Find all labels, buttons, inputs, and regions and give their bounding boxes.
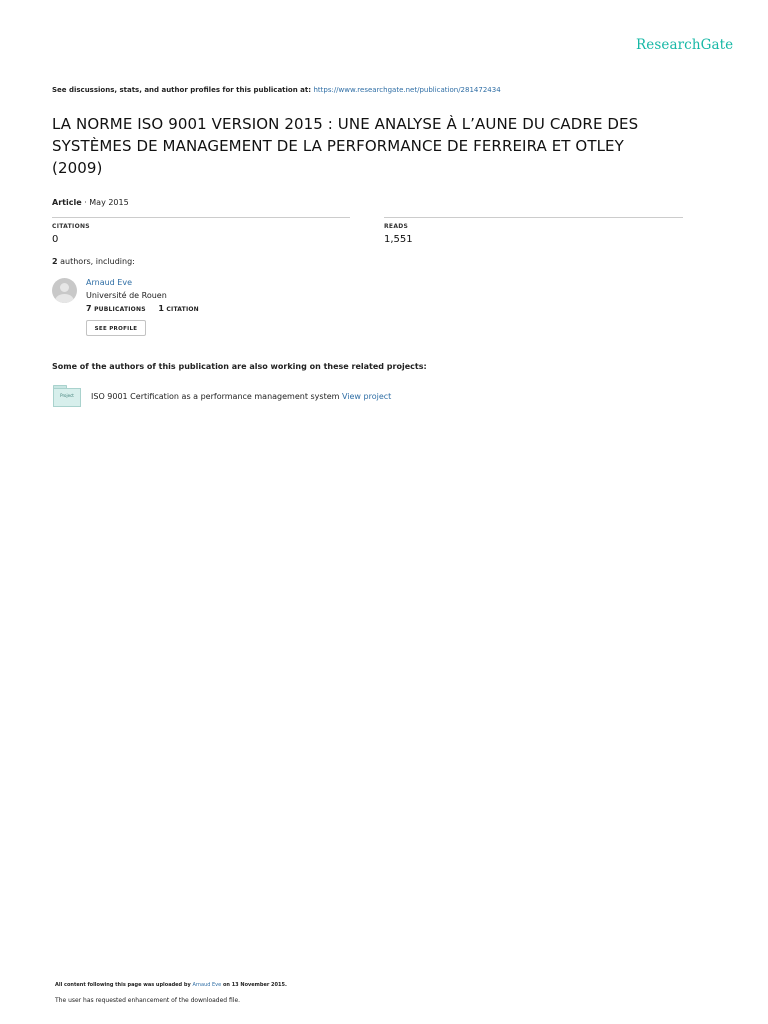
avatar-head-shape xyxy=(60,283,69,292)
project-icon-label: Project xyxy=(60,393,74,398)
title-line: (2009) xyxy=(52,159,103,177)
publication-title xyxy=(52,113,752,179)
publication-type: Article xyxy=(52,198,82,207)
author-avatar[interactable] xyxy=(52,278,77,303)
publication-meta xyxy=(52,198,129,207)
author-institution: Université de Rouen xyxy=(86,291,167,300)
related-projects-heading: Some of the authors of this publication are also working on these related projects: xyxy=(52,362,427,371)
discussions-line xyxy=(52,86,501,94)
upload-prefix: All content following this page was uploaded by xyxy=(55,982,191,988)
author-publications-label: PUBLICATIONS xyxy=(94,306,146,313)
reads-value: 1,551 xyxy=(384,234,413,245)
reads-divider xyxy=(384,217,683,218)
publication-url-link[interactable]: https://www.researchgate.net/publication/281472434 xyxy=(313,86,501,94)
citations-value: 0 xyxy=(52,234,59,245)
authors-count: 2 xyxy=(52,257,58,266)
avatar-shoulders-shape xyxy=(55,294,74,303)
researchgate-logo[interactable]: ResearchGate xyxy=(636,37,734,53)
author-name-link[interactable]: Arnaud Eve xyxy=(86,278,132,287)
author-publications-count: 7 xyxy=(86,304,92,313)
upload-suffix: on 13 November 2015. xyxy=(222,982,287,988)
author-citations-count: 1 xyxy=(158,304,165,313)
citations-label: CITATIONS xyxy=(52,223,90,230)
enhancement-note: The user has requested enhancement of the downloaded file. xyxy=(55,997,241,1004)
authors-heading xyxy=(52,257,135,266)
see-profile-button[interactable]: SEE PROFILE xyxy=(86,320,146,336)
authors-heading-text: authors, including: xyxy=(57,257,135,266)
project-item xyxy=(91,392,391,401)
upload-notice xyxy=(55,982,287,988)
author-stats xyxy=(86,304,199,313)
publication-date: · May 2015 xyxy=(84,198,129,207)
project-folder-icon[interactable] xyxy=(53,385,83,407)
discussions-prefix: See discussions, stats, and author profiles for this publication at: xyxy=(52,86,312,94)
citations-divider xyxy=(52,217,350,218)
project-title: ISO 9001 Certification as a performance management system xyxy=(91,392,340,401)
author-citations-label: CITATION xyxy=(166,306,199,313)
title-line: SYSTÈMES DE MANAGEMENT DE LA PERFORMANCE DE FERREIRA ET OTLEY xyxy=(52,137,624,155)
view-project-link[interactable]: View project xyxy=(341,392,392,401)
reads-label: READS xyxy=(384,223,409,230)
uploader-link[interactable]: Arnaud Eve xyxy=(192,982,222,988)
title-line: LA NORME ISO 9001 VERSION 2015 : UNE ANALYSE À L’AUNE DU CADRE DES xyxy=(52,115,639,133)
